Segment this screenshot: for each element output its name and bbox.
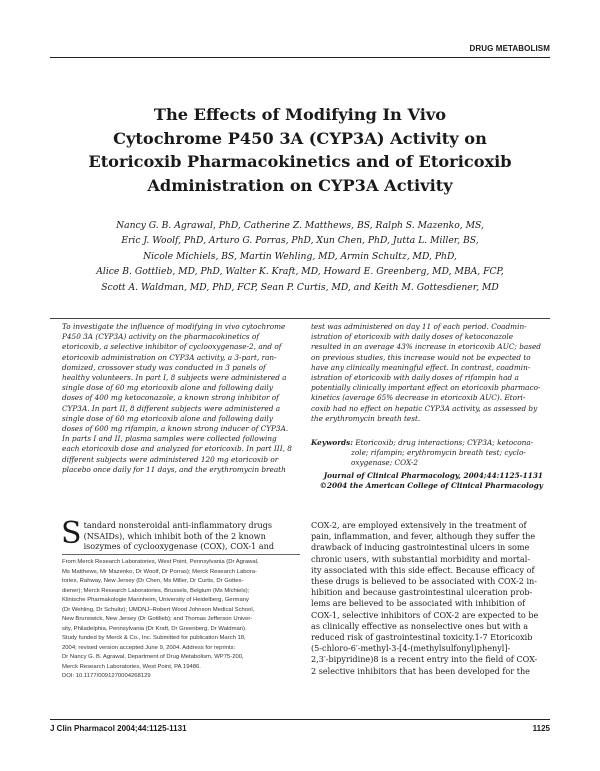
abstract-line: istration of etoricoxib with daily doses of rifampin had a [311,373,519,383]
affiliation-rule [62,554,300,555]
body-line: chronic users, with substantial morbidity and mortal- [311,553,531,564]
abstract-line: doses of 600 mg rifampin, a known strong inducer of CYP3A. [62,424,289,434]
body-line: lems are believed to be associated with inhibition of [311,598,526,609]
affiliation-line: Merck Research Laboratories, West Point, PA 19486. [62,663,201,670]
abstract-line: different subjects were administered 120 mg etoricoxib or [62,454,279,464]
author-line: Eric J. Woolf, PhD, Arturo G. Porras, PhD, Xun Chen, PhD, Jutta L. Miller, BS, [121,235,479,247]
abstract-line: test was administered on day 11 of each period. Coadmin- [311,322,527,331]
affiliation-line: Klinische Pharmakologie Mannheim, University of Heidelberg, Germany [62,597,249,603]
abstract-line: healthy volunteers. In part I, 8 subjects were administered a [62,373,287,383]
body-line: (NSAIDs), which inhibit both of the 2 known [83,530,266,541]
abstract-line: coxib had no effect on hepatic CYP3A activity, as assessed by [311,403,538,413]
header-rule [50,57,550,58]
abstract-line: To investigate the influence of modifying in vivo cytochrome [62,322,286,331]
abstract-line: istration of etoricoxib with daily doses of ketoconazole [311,332,514,342]
keywords-line: zole; rifampin; erythromycin breath test; cyclo- [351,448,526,458]
footer-rule [50,719,550,720]
affiliation-line: (Dr Wehling, Dr Schultz); UMDNJ–Robert Wood Johnson Medical School, [62,606,255,613]
body-right-column [311,520,551,677]
affiliation-line: New Brunswick, New Jersey (Dr Gottlieb); and Thomas Jefferson Univer- [62,616,253,622]
body-line: pain, inflammation, and fever, although they suffer the [311,531,536,542]
journal-citation [311,471,543,491]
affiliations-footnote [62,558,300,682]
keywords-line: oxygenase; COX-2 [351,458,418,468]
author-line: Nancy G. B. Agrawal, PhD, Catherine Z. Matthews, BS, Ralph S. Mazenko, MS, [116,220,484,231]
affiliation-line: Ms Matthews, Mr Mazenko, Dr Woolf, Dr Porras); Merck Research Labora- [62,568,257,575]
keywords-line [311,438,551,448]
title-line: Etoricoxib Pharmacokinetics and of Etoricoxib [88,152,512,171]
abstract-line: CYP3A. In part II, 8 different subjects were administered a [62,403,281,413]
abstract-line: P450 3A (CYP3A) activity on the pharmacokinetics of [62,332,260,342]
author-line: Alice B. Gottlieb, MD, PhD, Walter K. Kraft, MD, Howard E. Greenberg, MD, MBA, FCP, [96,266,504,278]
affiliation-line: 2004; revised version accepted June 9, 2004. Address for reprints: [62,644,236,651]
footer-journal: J Clin Pharmacol 2004;44:1125-1131 [50,724,187,733]
keywords [311,438,551,469]
affiliation-line: DOI: 10.1177/0091270004268129 [62,673,151,679]
section-tag: DRUG METABOLISM [469,44,550,53]
affiliation-line: Dr Nancy G. B. Agrawal, Department of Drug Metabolism, WP75-200, [62,654,244,660]
affiliation-line: diener); Merck Research Laboratories, Brussels, Belgium (Ms Michiels); [62,587,250,594]
abstract-line: etoricoxib, a selective inhibitor of cyclooxygenase-2, and of [62,342,282,352]
body-line: isozymes of cyclooxygenase (COX), COX-1 and [83,541,275,551]
abstract-line: single dose of 60 mg etoricoxib alone and following daily [62,413,273,423]
body-line: 2 selective inhibitors that has been developed for the [311,665,530,676]
title-line: The Effects of Modifying In Vivo [153,105,447,124]
affiliation-line: Study funded by Merck & Co., Inc. Submitted for publication March 18, [62,635,246,641]
body-line: COX-1, selective inhibitors of COX-2 are expected to be [311,609,539,620]
abstract-line: the erythromycin breath test. [311,413,421,423]
abstract-left-column [62,322,302,475]
author-line: Nicole Michiels, BS, Martin Wehling, MD, Armin Schultz, MD, PhD, [143,250,457,262]
article-title [50,103,550,197]
author-list [50,218,550,295]
body-line: these drugs is believed to be associated with COX-2 in- [311,576,538,587]
body-line: drawback of inducing gastrointestinal ulcers in some [311,542,530,553]
keywords-text: Etoricoxib; drug interactions; CYP3A; ketocona- [352,438,534,447]
abstract-line: have any clinically meaningful effect. In contrast, coadmin- [311,362,531,372]
abstract-line: on previous studies, this increase would not be expected to [311,352,531,362]
abstract-line: domized, crossover study was conducted in 3 panels of [62,362,266,372]
affiliation-line: From Merck Research Laboratories, West Point, Pennsylvania (Dr Agrawal, [62,559,259,565]
page-number: 1125 [532,724,550,733]
body-line: ity associated with this side effect. Because efficacy of [311,564,535,575]
citation-copyright: ©2004 the American College of Clinical Pharmacology [319,481,543,491]
drop-cap: S [61,516,82,551]
abstract-line: kinetics (average 65% decrease in etoricoxib AUC). Etori- [311,393,526,403]
affiliation-line: tories, Rahway, New Jersey (Dr Chen, Ms Miller, Dr Curtis, Dr Gottes- [62,578,244,584]
body-line: (5-chloro-6′-methyl-3-[4-(methylsulfonyl)phenyl]- [311,643,511,654]
abstract-line: single dose of 60 mg etoricoxib alone and following daily [62,383,273,393]
title-line: Administration on CYP3A Activity [147,175,453,195]
body-line: reduced risk of gastrointestinal toxicity.1-7 Etoricoxib [311,632,533,643]
abstract-line: each etoricoxib dose and analyzed for etoricoxib. In part III, 8 [62,444,292,454]
body-line: hibition and because gastrointestinal ulceration prob- [311,587,533,598]
body-line: 2,3′-bipyridine)8 is a recent entry into the field of COX- [311,654,538,665]
body-left-column [61,516,300,552]
abstract-right-column [311,322,551,424]
body-line: tandard nonsteroidal anti-inflammatory drugs [83,520,273,530]
abstract-line: placebo once daily for 11 days, and the erythromycin breath [62,464,286,474]
keywords-label: Keywords: [311,438,353,447]
citation-journal: Journal of Clinical Pharmacology, 2004;44:1125-1131 [323,471,543,480]
author-line: Scott A. Waldman, MD, PhD, FCP, Sean P. Curtis, MD, and Keith M. Gottesdiener, MD [101,281,499,293]
abstract-line: potentially clinically important effect on etoricoxib pharmaco- [311,383,541,393]
abstract-line: etoricoxib administration on CYP3A activity, a 3-part, ran- [62,352,277,362]
affiliation-line: sity, Philadelphia, Pennsylvania (Dr Kraft, Dr Greenberg, Dr Waldman). [62,625,247,632]
body-line: as clinically effective as nonselective ones but with a [311,620,529,631]
abstract-line: resulted in an average 43% increase in etoricoxib AUC; based [311,342,541,352]
title-line: Cytochrome P450 3A (CYP3A) Activity on [113,128,487,148]
abstract-line: doses of 400 mg ketoconazole, a known strong inhibitor of [62,393,279,403]
abstract-rule [50,318,550,319]
abstract-line: In parts I and II, plasma samples were collected following [62,434,277,444]
body-line: COX-2, are employed extensively in the treatment of [311,520,527,530]
